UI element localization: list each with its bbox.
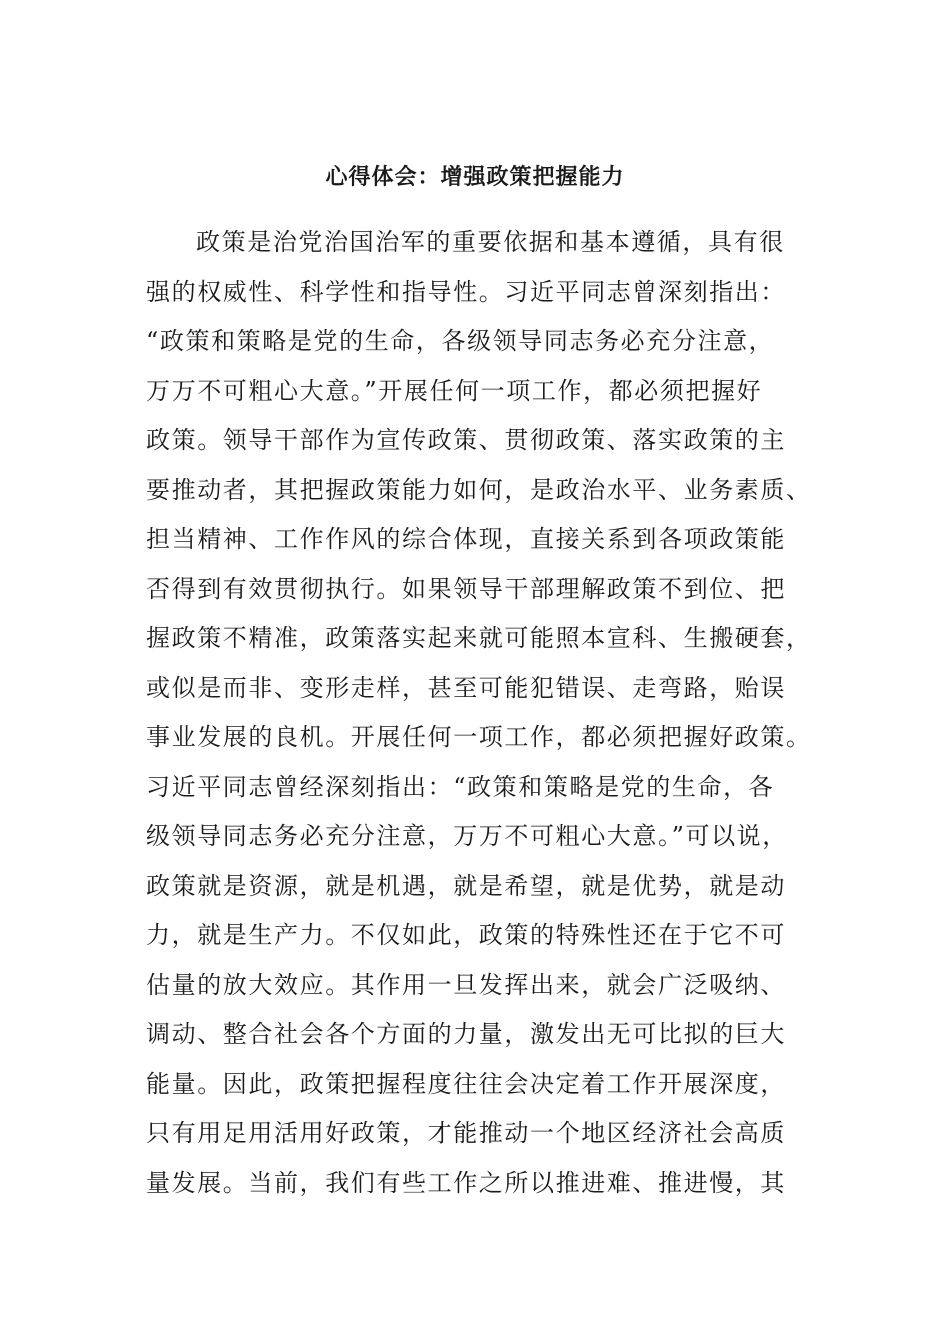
body-line: 政策是治党治国治军的重要依据和基本遵循，具有很 [196,228,785,256]
body-line: 力，就是生产力。不仅如此，政策的特殊性还在于它不可 [146,921,786,949]
body-line: 能量。因此，政策把握程度往往会决定着工作开展深度， [146,1069,786,1098]
body-line: 事业发展的良机。开展任何一项工作，都必须把握好政策。 [146,723,812,751]
body-line: 调动、整合社会各个方面的力量，激发出无可比拟的巨大 [146,1020,786,1048]
document-body [146,218,812,1208]
body-line: 或似是而非、变形走样，甚至可能犯错误、走弯路，贻误 [146,673,786,702]
body-line: 握政策不精准，政策落实起来就可能照本宣科、生搬硬套， [146,624,812,652]
body-line: 否得到有效贯彻执行。如果领导干部理解政策不到位、把 [146,574,786,603]
body-line: 量发展。当前，我们有些工作之所以推进难、推进慢，其 [146,1168,786,1197]
body-line: 级领导同志务必充分注意，万万不可粗心大意。”可以说， [146,822,788,850]
body-line: 估量的放大效应。其作用一旦发挥出来，就会广泛吸纳、 [146,970,786,999]
body-line: 担当精神、工作作风的综合体现，直接关系到各项政策能 [146,525,786,553]
body-line: 习近平同志曾经深刻指出：“政策和策略是党的生命，各 [146,772,775,801]
document-title: 心得体会：增强政策把握能力 [325,165,625,190]
body-line: 政策。领导干部作为宣传政策、贯彻政策、落实政策的主 [146,426,786,454]
body-line: 只有用足用活用好政策，才能推动一个地区经济社会高质 [146,1119,786,1147]
body-line: 要推动者，其把握政策能力如何，是政治水平、业务素质、 [146,475,812,504]
body-line: 强的权威性、科学性和指导性。习近平同志曾深刻指出： [146,277,786,306]
body-line: 政策就是资源，就是机遇，就是希望，就是优势，就是动 [146,871,786,900]
body-line: “政策和策略是党的生命，各级领导同志务必充分注意， [146,327,775,355]
body-line: 万万不可粗心大意。”开展任何一项工作，都必须把握好 [146,376,763,405]
